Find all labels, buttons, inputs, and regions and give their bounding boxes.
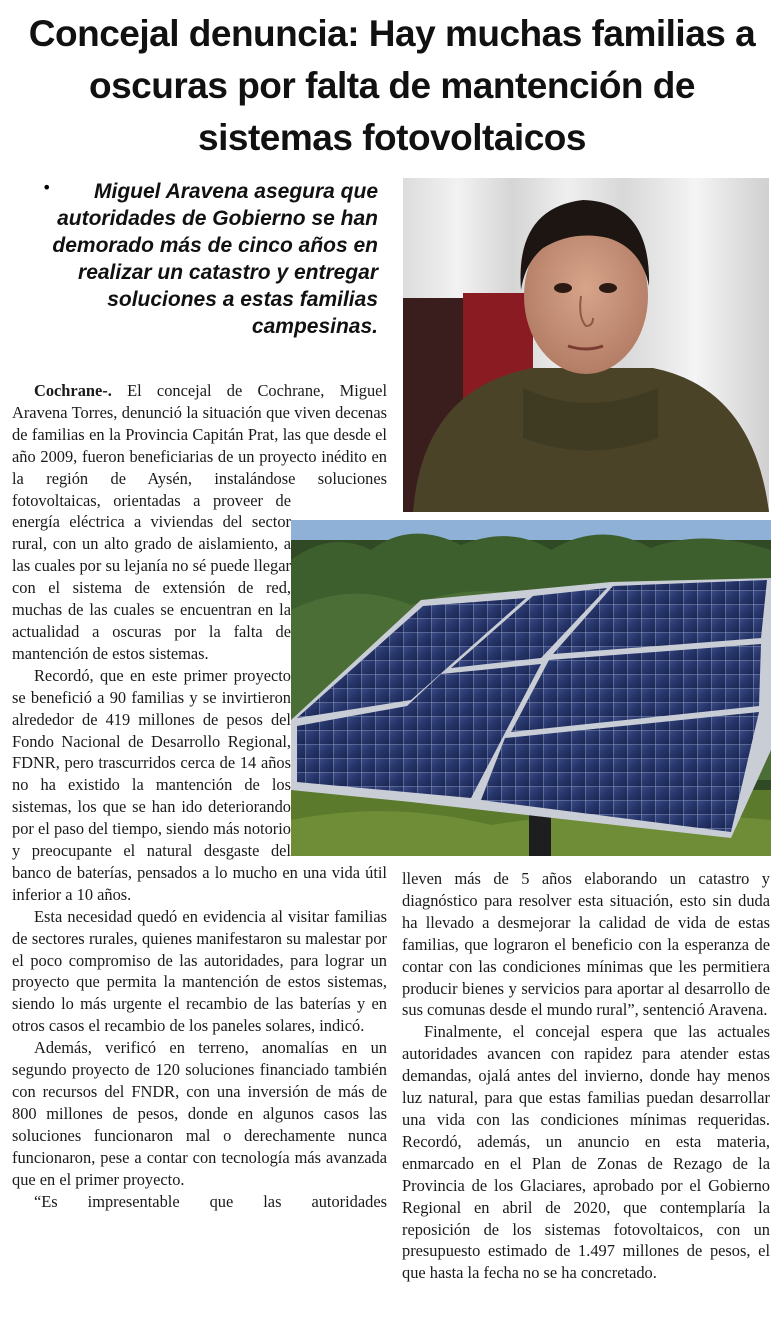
dateline: Cochrane-. [34,381,112,400]
photo-concejal [403,178,769,512]
paragraph: “Es impresentable que las autoridades [34,1191,387,1211]
paragraph: Además, verificó en terreno, anomalías en un segundo proyecto de 120 soluciones financiado también con recursos del FNDR, con una inversión de más de 800 millones de pesos, donde en algunos casos las soluciones funcionaron mal o derechamente nunca funcionaron, pese a contar con tecnología más avanzada que en el primer proyecto. [12,1038,387,1189]
paragraph-text: El concejal de Cochrane, Miguel Aravena Torres, denunció la situación que viven decenas de familias en la Provincia Capitán Prat, las que desde el año 2009, fueron beneficiarias de un proyecto inédito en la región de Aysén, instalándose soluciones fotovoltaicas, orientadas a proveer de energía eléctrica a viviendas del sector rural, con un alto grado de aislamiento, a las cuales por su lejanía no sé puede llegar con el sistema de extensión de red, muchas de las cuales se encuentran en la actualidad a oscuras por la falta de mantención de estos sistemas. [12,381,387,663]
paragraph: lleven más de 5 años elaborando un catastro y diagnóstico para resolver esta situación, esto sin duda ha llevado a desmejorar la calidad de vida de estas familias, que lograron el beneficio con la esperanza de contar con las condiciones mínimas que les permitiera producir bienes y servicios para aportar al desarrollo de sus comunas desde el mundo rural”, sentenció Aravena. [402,869,770,1020]
article-column-right [402,868,770,1338]
paragraph: Esta necesidad quedó en evidencia al visitar familias de sectores rurales, quienes manifestaron su malestar por el poco compromiso de las autoridades, para lograr un proyecto que permita la mantención de estos sistemas, siendo lo más urgente el recambio de las baterías y en otros casos el recambio de los paneles solares, indicó. [12,906,387,1036]
paragraph: Finalmente, el concejal espera que las actuales autoridades avancen con rapidez para atender estas demandas, ojalá antes del invierno, donde hay menos luz natural, para que estas familias puedan desarrollar una vida con las condiciones mínimas requeridas. Recordó, además, un anuncio en esta materia, enmarcado en el Plan de Zonas de Rezago de la Provincia de los Glaciares, aprobado por el Gobierno Regional en abril de 2020, que contemplaría la reposición de los sistemas fotovoltaicos, con un presupuesto estimado de 1.497 millones de pesos, el que hasta la fecha no se ha concretado. [402,1022,770,1283]
paragraph: Recordó, que en este primer proyecto se benefició a 90 familias y se invirtieron alrededor de 419 millones de pesos del Fondo Nacional de Desarrollo Regional, FDNR, pero trascurridos cerca de 14 años no ha existido la mantención de los sistemas, los que se han ido deteriorando por el paso del tiempo, siendo más notorio y preocupante el natural desgaste del banco de baterías, pensados a lo mucho en una vida útil inferior a 10 años. [12,665,387,904]
wrap-spacer [291,500,387,852]
headline: Concejal denuncia: Hay muchas familias a oscuras por falta de mantención de sistemas fotovoltaicos [28,13,756,158]
article-column-left [12,380,387,1334]
deck-subtitle: Miguel Aravena asegura que autoridades de Gobierno se han demorado más de cinco años en realizar un catastro y entregar soluciones a estas familias campesinas. [52,180,378,338]
deck-bullet: • [42,178,52,197]
